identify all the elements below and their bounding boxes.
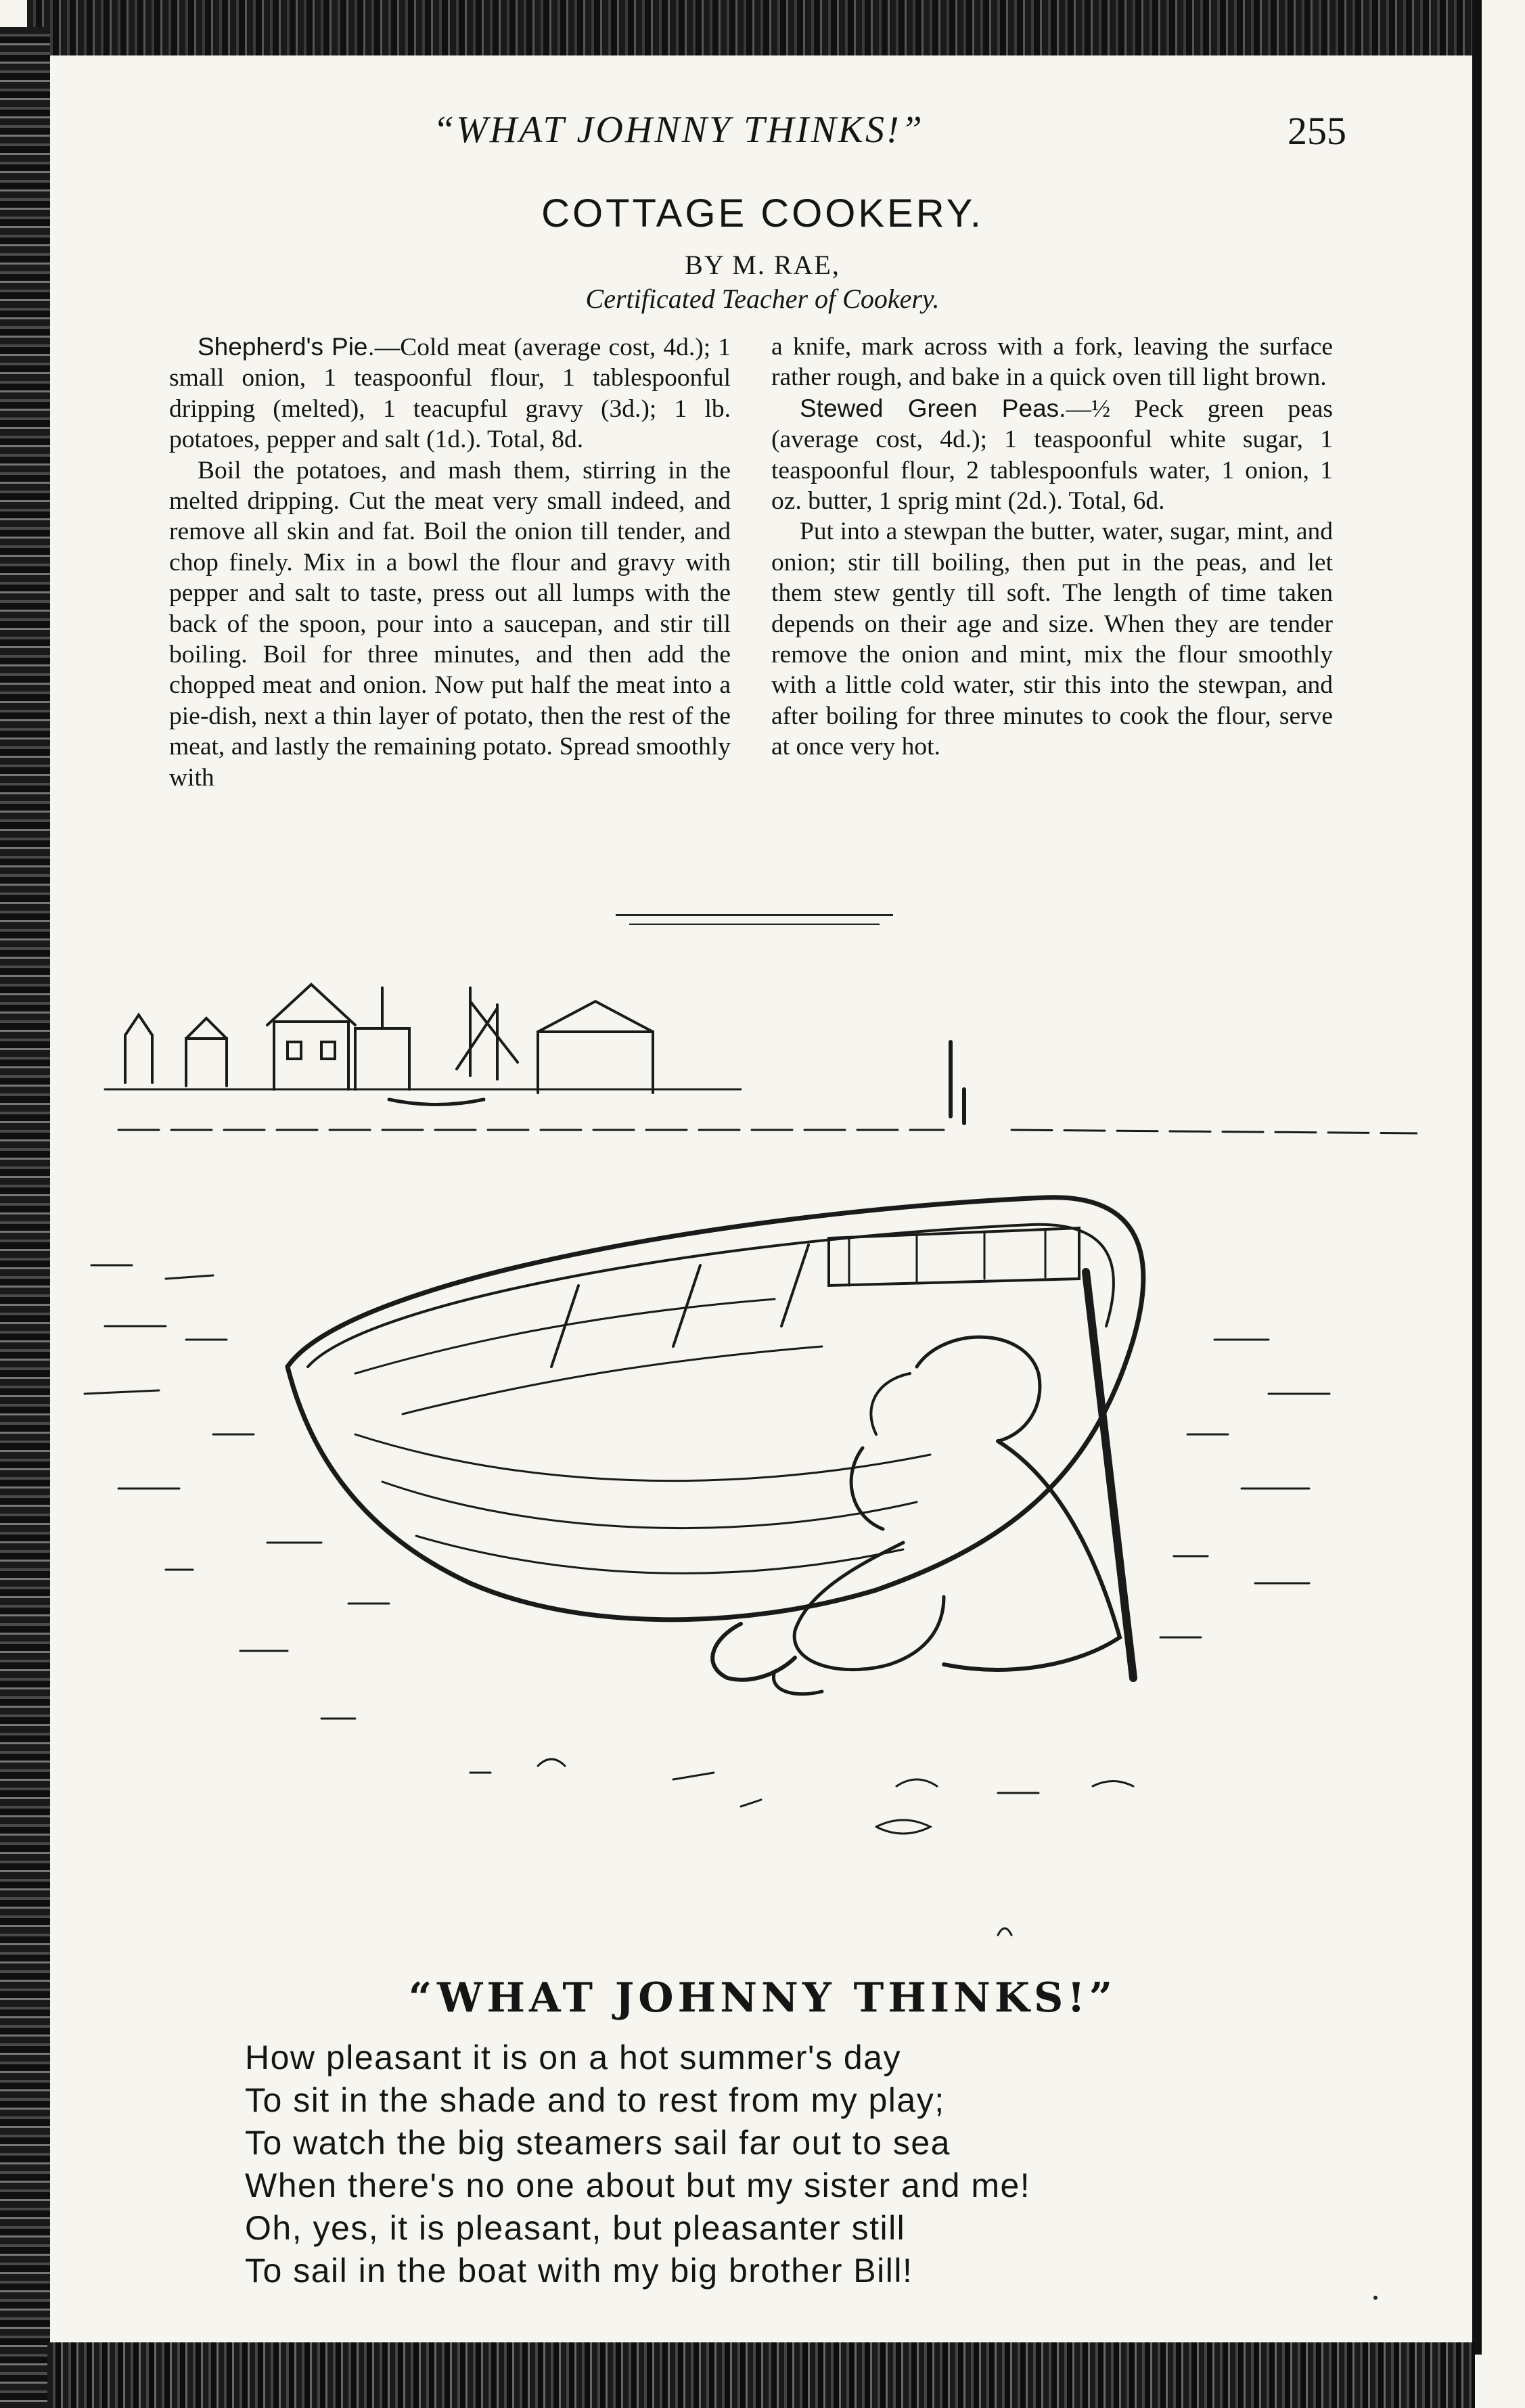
ingredients-text: —½ Peck green peas (average cost, 4d.); 1 teaspoonful white sugar, 1 teaspoonful flour, 2 tablespoonfuls water, 1 onion, 1 oz. butter, 1 sprig mint (2d.). Total, 6d. xyxy=(771,394,1333,516)
separator-rule xyxy=(616,914,893,916)
poem-line: When there's no one about but my sister and me! xyxy=(245,2166,1031,2204)
recipe-stewed-peas-ingredients xyxy=(771,393,1333,517)
boat-children-illustration xyxy=(64,961,1417,1976)
poem-line: Oh, yes, it is pleasant, but pleasanter still xyxy=(245,2209,906,2247)
recipe-heading: Stewed Green Peas. xyxy=(800,394,1066,422)
ingredients-text: —Cold meat (average cost, 4d.); 1 small onion, 1 teaspoonful flour, 1 tablespoonful dripping (melted), 1 teacupful gravy (3d.); 1 lb. potatoes, pepper and salt (1d.). Total, 8d. xyxy=(169,334,731,454)
recipe-shepherds-pie-method-cont: a knife, mark across with a fork, leaving the surface rather rough, and bake in a quick oven till light brown. xyxy=(771,333,1333,392)
byline: BY M. RAE, xyxy=(685,250,840,280)
left-column xyxy=(169,332,731,793)
running-header xyxy=(433,108,1346,162)
print-speck xyxy=(1373,2296,1378,2300)
poem-title: “WHAT JOHNNY THINKS!” xyxy=(408,1974,1117,2022)
recipe-shepherds-pie-method: Boil the potatoes, and mash them, stirring in the melted dripping. Cut the meat very small indeed, and remove all skin and fat. Boil the onion till tender, and chop finely. Mix in a bowl the flour and gravy with pepper and salt to taste, press out all lumps with the back of the spoon, pour into a saucepan, and stir till boiling. Boil for three minutes, and then add the chopped meat and onion. Now put half the meat into a pie-dish, next a thin layer of potato, then the rest of the meat, and lastly the remaining potato. Spread smoothly with xyxy=(169,456,731,792)
recipe-heading: Shepherd's Pie. xyxy=(198,333,375,361)
poem-line: How pleasant it is on a hot summer's day xyxy=(245,2039,901,2076)
running-title: “WHAT JOHNNY THINKS!” xyxy=(433,109,924,151)
poem-line: To sail in the boat with my big brother Bill! xyxy=(245,2252,913,2290)
poem-line: To watch the big steamers sail far out to sea xyxy=(245,2124,951,2162)
bottom-border xyxy=(47,2342,1475,2408)
top-border xyxy=(27,0,1475,55)
separator-rule xyxy=(629,924,880,925)
recipe-stewed-peas-method: Put into a stewpan the butter, water, sugar, mint, and onion; stir till boiling, then put in the peas, and let them stew gently till soft. The length of time taken depends on their age and size. When they are tender remove the onion and mint, mix the flour smoothly with a little cold water, stir this into the stewpan, and after boiling for three minutes to cook the flour, serve at once very hot. xyxy=(771,518,1333,761)
article-title: COTTAGE COOKERY. xyxy=(541,191,984,235)
recipe-shepherds-pie-ingredients xyxy=(169,332,731,455)
page-number: 255 xyxy=(1288,109,1346,153)
poem-line: To sit in the shade and to rest from my play; xyxy=(245,2081,945,2119)
author-credential: Certificated Teacher of Cookery. xyxy=(585,283,940,314)
right-column xyxy=(771,332,1333,763)
left-border xyxy=(0,27,50,2408)
poem xyxy=(245,2037,1395,2292)
